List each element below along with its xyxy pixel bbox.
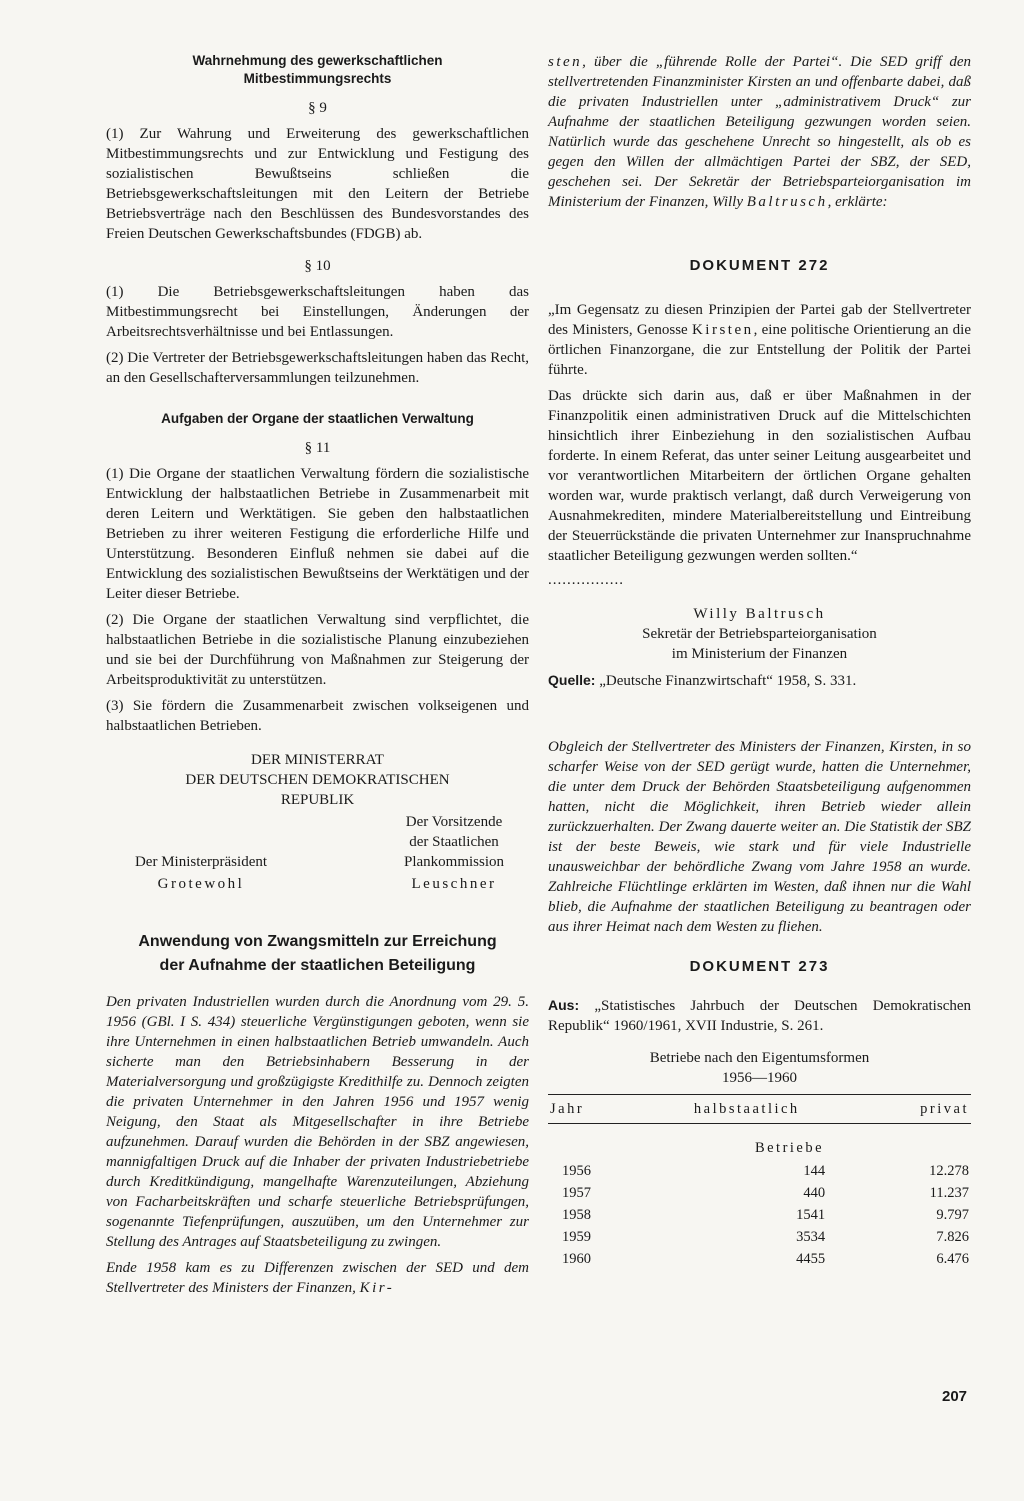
cell-year: 1959 [562, 1229, 591, 1245]
table-title-line: 1956—1960 [722, 1070, 797, 1086]
signature-name: Grotewohl [157, 876, 245, 892]
source-text: „Statistisches Jahrbuch der Deutschen Demokratischen Republik“ 1960/1961, XVII Industrie, S. 261. [548, 998, 972, 1034]
cell-privat: 9.797 [936, 1207, 969, 1223]
table-row [548, 1248, 971, 1270]
signature-minister [106, 812, 296, 894]
spaced-name: Kirsten [691, 322, 754, 338]
cell-year: 1958 [562, 1207, 591, 1223]
source-line [548, 995, 971, 1036]
signature-name: Willy Baltrusch [693, 606, 826, 622]
signature-title: Plankommission [403, 854, 504, 870]
table-title [548, 1048, 971, 1088]
section-mark: § 11 [304, 440, 331, 456]
council-block [106, 750, 529, 810]
cell-privat: 7.826 [936, 1229, 969, 1245]
paragraph: (1) Die Organe der staatlichen Verwaltung fördern die sozialistische Entwicklung der halbstaatlichen Betriebe in Zusammenarbeit mit deren Leitern und Werktätigen. Sie geben den halbstaatlichen Betrieben zu ihrer weiteren Festigung die erforderliche Hilfe und Unterstützung. Besonderen Einfluß nehmen sie dabei auf die Entwicklung des sozialistischen Bewußtseins der Werktätigen und der Leiter dieser Betriebe. [106, 466, 529, 602]
cell-privat: 12.278 [929, 1163, 969, 1179]
italic-paragraph: Obgleich der Stellvertreter des Ministers der Finanzen, Kirsten, in so scharfer Weise von der SED gerügt wurde, hatten die Unternehmer, die unter dem Druck der Behörden Staatsbeteiligung aufgenommen hatten, nicht die Möglichkeit, ihren Betrieb wieder allein zurückzuerhalten. Der Zwang dauerte weiter an. Die Statistik der SBZ ist der beste Beweis, wie stark und für viele Industrielle unausweichbar der behördliche Zwang vom Jahre 1958 an wurde. Zahlreiche Flüchtlinge erklärten im Westen, daß ihnen nur die Wahl blieb, die Aufnahme der staatlichen Beteiligung zu beantragen oder aus ihrer Heimat nach dem Westen zu fliehen. [548, 739, 971, 935]
heading-line: der Aufnahme der staatlichen Beteiligung [159, 957, 476, 974]
cell-halbstaatlich: 3534 [796, 1229, 826, 1245]
heading-mitbestimmung [106, 52, 529, 88]
text-run: „Im Gegensatz zu diesen Prinzipien der Partei gab der Stellvertreter des Ministers, Genosse [548, 302, 971, 338]
column-header: halbstaatlich [666, 1095, 827, 1124]
council-line: DER DEUTSCHEN DEMOKRATISCHEN [185, 772, 450, 788]
council-line: DER MINISTERRAT [251, 752, 384, 768]
spaced-name: sten [548, 54, 583, 70]
signature-role: im Ministerium der Finanzen [671, 646, 848, 662]
heading-zwangsmittel [106, 930, 529, 978]
signature-title: der Staatlichen [409, 834, 499, 850]
paragraph: (2) Die Organe der staatlichen Verwaltung sind verpflichtet, die halbstaatlichen Betriebe in die sozialistische Planung einzubeziehen und sie bei der Durchführung von Maßnahmen zur Steigerung der Arbeitsproduktivität zu unterstützen. [106, 612, 529, 688]
source-label: Quelle: [548, 672, 596, 688]
signature-name: Leuschner [411, 876, 497, 892]
quote-paragraph: Das drückte sich darin aus, daß er über Maßnahmen in der Finanzpolitik einen administrativen Druck auf die Mittelschichten hinsichtlich ihrer Einbeziehung in den sozialistischen Aufbau forderte. In einem Referat, das unter seiner Leitung ausgearbeitet und vor verantwortlichen Mitarbeitern der örtlichen Organe gehalten worden war, wurde praktisch verlangt, daß durch Verweigerung von Ausnahmekrediten, mindere Materialbereitstellung und Eintreibung der Steuerrückstände die privaten Unternehmer zur Inanspruchnahme staatlicher Beteiligung gezwungen werden sollten.“ [548, 388, 971, 564]
quote-paragraph [548, 300, 971, 380]
cell-privat: 6.476 [936, 1251, 969, 1267]
unit-row [548, 1124, 971, 1161]
right-column [548, 52, 971, 1270]
ellipsis-dots: ................ [548, 572, 624, 588]
document-heading: DOKUMENT 272 [689, 257, 830, 274]
document-heading: DOKUMENT 273 [689, 958, 830, 975]
cell-year: 1960 [562, 1251, 591, 1267]
heading-line: Wahrnehmung des gewerkschaftlichen [192, 53, 443, 68]
signature-title: Der Ministerpräsident [134, 854, 268, 870]
quote-signature [548, 604, 971, 664]
column-header: Jahr [548, 1095, 666, 1124]
unit-label: Betriebe [754, 1140, 825, 1156]
table-row [548, 1226, 971, 1248]
cell-halbstaatlich: 144 [803, 1163, 826, 1179]
heading-line: Mitbestimmungsrechts [243, 71, 392, 86]
cell-halbstaatlich: 4455 [796, 1251, 826, 1267]
table-row [548, 1182, 971, 1204]
source-text: „Deutsche Finanzwirtschaft“ 1958, S. 331. [599, 673, 857, 689]
table-row [548, 1160, 971, 1182]
council-line: REPUBLIK [280, 792, 355, 808]
cell-halbstaatlich: 1541 [796, 1207, 826, 1223]
italic-paragraph: Den privaten Industriellen wurden durch die Anordnung vom 29. 5. 1956 (GBl. I S. 434) steuerliche Vergünstigungen geboten, wenn sie ihre Unternehmen in einen halbstaatlichen Betrieb umwandeln. Auch sicherte man den Betriebsinhabern Besserung in der Materialversorgung und großzügigste Kredithilfe zu. Dennoch zeigten die privaten Unternehmer in den Jahren 1956 und 1957 wenig Neigung, den Staat als Mitgesellschafter in ihre Betriebe aufzunehmen. Darauf wurden die Behörden in der SBZ angewiesen, mannigfaltigen Druck auf die Inhaber der privaten Industriebetriebe durch Kreditkündigung, mangelhafte Warenzuteilungen, Abziehung von Facharbeitskräften und scharfe steuerliche Betriebsprüfungen, sogenannte Tiefenprüfungen, auszuüben, um den Unternehmer zur Stellung des Antrages auf Staatsbeteiligung zu zwingen. [106, 994, 529, 1250]
signature-block [106, 812, 529, 894]
cell-year: 1956 [562, 1163, 591, 1179]
heading-line: Anwendung von Zwangsmitteln zur Erreichung [138, 933, 497, 950]
section-mark: § 9 [308, 100, 327, 116]
column-header: privat [827, 1095, 971, 1124]
paragraph: (3) Sie fördern die Zusammenarbeit zwischen volkseigenen und halbstaatlichen Betrieben. [106, 698, 529, 734]
spaced-name: Baltrusch [746, 194, 828, 210]
page-number: 207 [942, 1388, 968, 1405]
text-run: , erklärte: [827, 194, 888, 210]
paragraph: (1) Die Betriebsgewerkschaftsleitungen haben das Mitbestimmungsrecht bei Einstellungen, Änderungen der Arbeitsrechtsverhältnisse und bei Entlassungen. [106, 284, 529, 340]
text-run: Ende 1958 kam es zu Differenzen zwischen der SED und dem Stellvertreter des Ministers der Finanzen, [106, 1260, 529, 1296]
italic-paragraph [106, 1258, 529, 1298]
text-run: , eine politische Orientierung an die örtlichen Finanzorgane, die zur Entstellung der Politik der Partei führte. [548, 322, 972, 378]
text-run: , über die „führende Rolle der Partei“. Die SED griff den stellvertretenden Finanzminister Kirsten an und offenbarte dabei, daß die privaten Industriellen unter „administrativem Druck“ zur Aufnahme der staatlichen Beteiligung gezwungen worden seien. Natürlich wurde das geschehene Unrecht so hingestellt, als ob es gegen den Willen der allmächtigen Partei der SBZ, der SED, geschehen sei. Der Sekretär der Betriebsparteiorganisation im Ministerium der Finanzen, Willy [548, 54, 971, 210]
cell-privat: 11.237 [929, 1185, 969, 1201]
source-label: Aus: [548, 997, 580, 1013]
cell-year: 1957 [562, 1185, 591, 1201]
left-column [106, 52, 529, 1304]
paragraph: (2) Die Vertreter der Betriebsgewerkschaftsleitungen haben das Recht, an den Gesellschafterversammlungen teilzunehmen. [106, 350, 529, 386]
section-mark: § 10 [304, 258, 331, 274]
paragraph: (1) Zur Wahrung und Erweiterung des gewerkschaftlichen Mitbestimmungsrechts und zur Entwicklung und Festigung des sozialistischen Bewußtseins schließen die Betriebsgewerkschaftsleitungen mit den Leitern der Betriebe Betriebsverträge nach den Beschlüssen des Bundesvorstandes des Freien Deutschen Gewerkschaftsbundes (FDGB) ab. [106, 126, 529, 242]
table-header-row [548, 1095, 971, 1124]
heading-aufgaben: Aufgaben der Organe der staatlichen Verwaltung [161, 411, 474, 426]
signature-title: Der Vorsitzende [405, 814, 503, 830]
signature-chairman [379, 812, 529, 894]
source-line [548, 670, 971, 691]
cell-halbstaatlich: 440 [803, 1185, 826, 1201]
table-row [548, 1204, 971, 1226]
signature-role: Sekretär der Betriebsparteiorganisation [642, 626, 877, 642]
table-title-line: Betriebe nach den Eigentumsformen [649, 1050, 870, 1066]
statistics-table [548, 1094, 971, 1270]
italic-paragraph [548, 52, 971, 212]
spaced-name: Kir- [359, 1280, 395, 1296]
